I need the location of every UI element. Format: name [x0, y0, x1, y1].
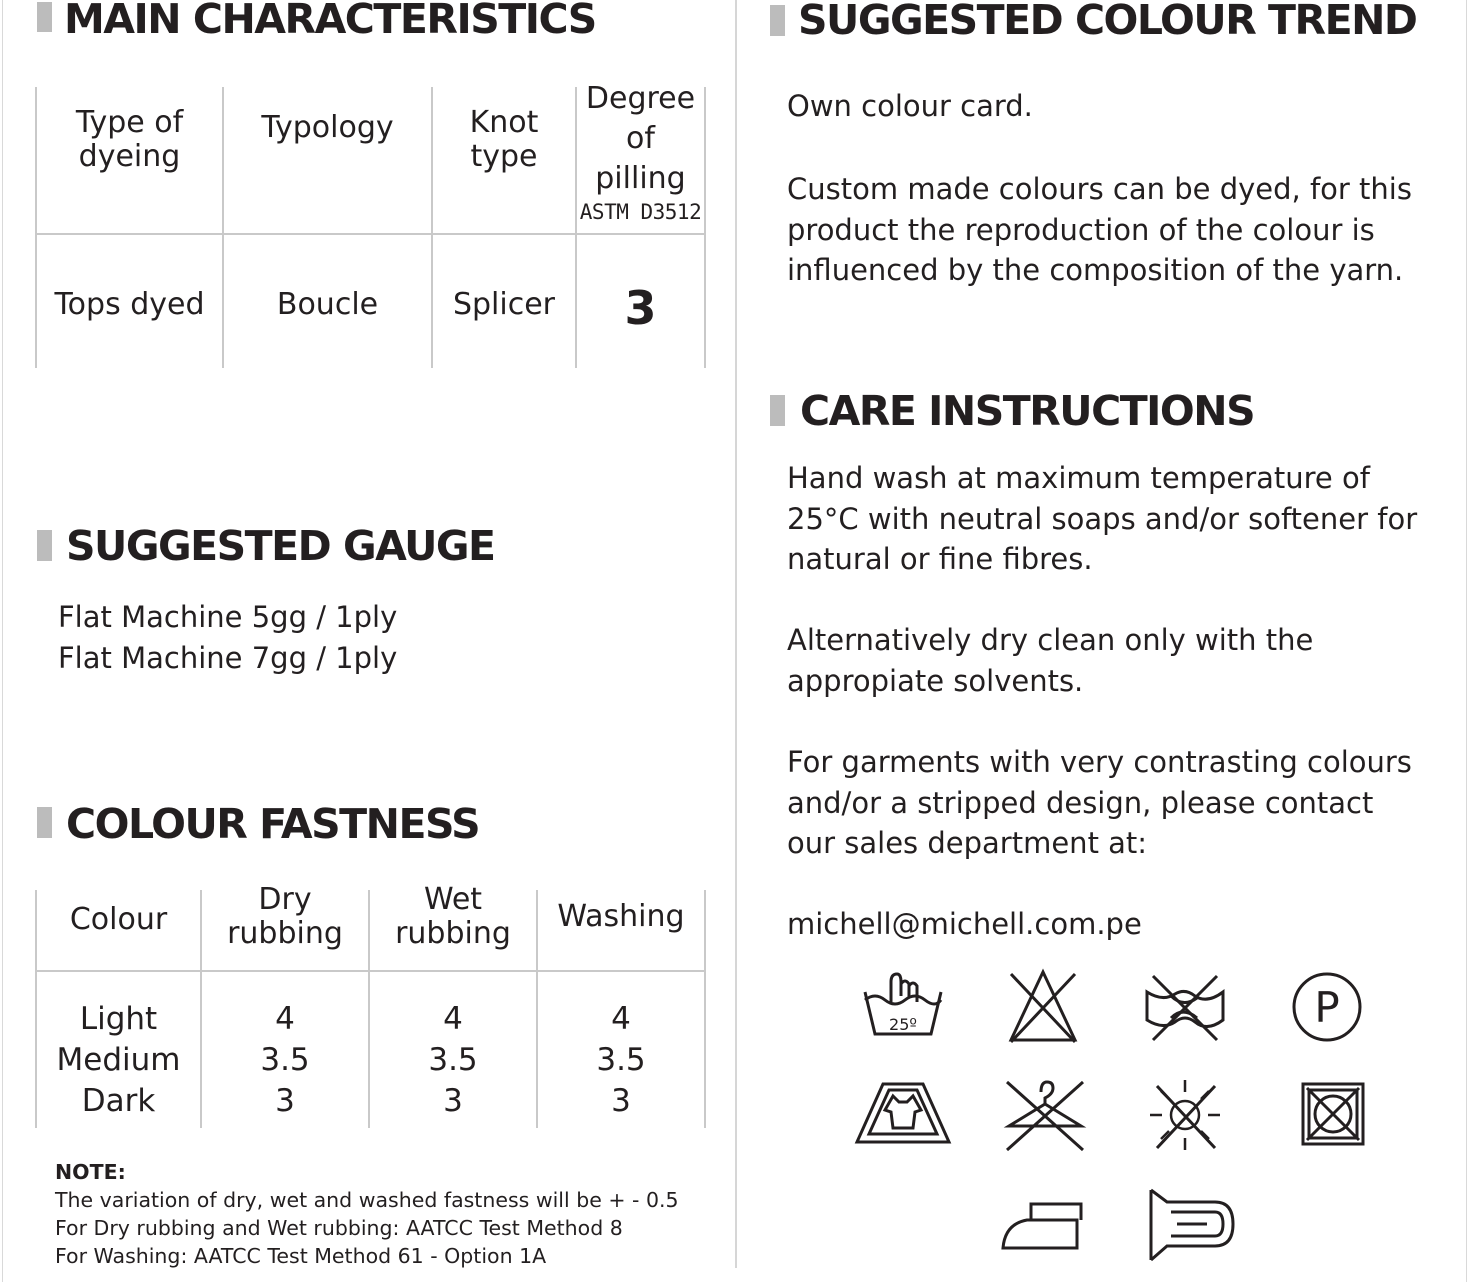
dry-clean-p-icon — [1277, 962, 1377, 1052]
page-border-right — [1466, 0, 1467, 1282]
steam-press-icon — [1137, 1180, 1237, 1270]
suggested-gauge-title: SUGGESTED GAUGE — [66, 522, 495, 570]
hand-wash-icon — [853, 962, 953, 1052]
care-paragraph-2: Alternatively dry clean only with the appropiate solvents. — [787, 623, 1314, 698]
care-paragraph-1: Hand wash at maximum temperature of 25°C with neutral soaps and/or softener for natural or fine fibres. — [787, 461, 1418, 576]
iron-low-icon — [995, 1180, 1095, 1270]
note-label: NOTE: — [55, 1160, 126, 1184]
do-not-dry-in-sun-icon — [1135, 1070, 1235, 1160]
do-not-bleach-icon — [993, 962, 1093, 1052]
section-bar — [770, 5, 785, 36]
main-characteristics-title: MAIN CHARACTERISTICS — [64, 0, 596, 43]
fastness-note — [55, 1158, 679, 1270]
gauge-line: Flat Machine 5gg / 1ply — [58, 600, 398, 634]
note-line: For Dry rubbing and Wet rubbing: AATCC Test Method 8 — [55, 1216, 623, 1240]
gauge-list — [58, 597, 397, 678]
header-dry-rubbing: Dry rubbing — [227, 882, 343, 951]
dry-flat-icon — [853, 1070, 953, 1160]
column-divider — [735, 0, 737, 1268]
note-line: The variation of dry, wet and washed fastness will be + - 0.5 — [55, 1188, 679, 1212]
value-type-of-dyeing: Tops dyed — [54, 287, 205, 322]
page-border-left — [2, 0, 3, 1282]
header-colour: Colour — [69, 902, 168, 937]
colour-fastness-title: COLOUR FASTNESS — [66, 800, 480, 848]
value-knot-type: Splicer — [452, 287, 556, 322]
header-typology: Typology — [261, 109, 394, 145]
do-not-wring-icon — [1135, 962, 1235, 1052]
note-line: For Washing: AATCC Test Method 61 - Option 1A — [55, 1244, 547, 1268]
svg-text:25º: 25º — [889, 1015, 917, 1034]
sales-email-link[interactable]: michell@michell.com.pe — [787, 907, 1142, 941]
colour-column: Light Medium Dark — [56, 1000, 181, 1119]
washing-column: 4 3.5 3 — [596, 1000, 646, 1119]
care-instructions-title: CARE INSTRUCTIONS — [800, 387, 1255, 435]
colour-trend-paragraph-1: Own colour card. — [787, 89, 1033, 123]
header-wet-rubbing: Wet rubbing — [395, 882, 511, 951]
colour-trend-paragraph-2: Custom made colours can be dyed, for this product the reproduction of the colour is influenced by the composition of the yarn. — [787, 172, 1412, 287]
section-bar — [37, 2, 52, 32]
wet-rubbing-column: 4 3.5 3 — [428, 1000, 478, 1119]
header-type-of-dyeing: Type of dyeing — [75, 105, 184, 174]
value-typology: Boucle — [276, 287, 379, 322]
section-bar — [37, 807, 52, 838]
care-paragraph-3: For garments with very contrasting colours and/or a stripped design, please contact our sales department at: — [787, 745, 1412, 860]
dry-rubbing-column: 4 3.5 3 — [260, 1000, 310, 1119]
header-washing: Washing — [557, 899, 685, 934]
section-bar — [770, 395, 785, 426]
value-degree-of-pilling: 3 — [624, 280, 657, 335]
svg-text:P: P — [1314, 983, 1340, 1032]
header-degree-of-pilling: Degree of pilling ASTM D3512 — [579, 81, 702, 224]
section-bar — [37, 530, 52, 561]
gauge-line: Flat Machine 7gg / 1ply — [58, 640, 398, 675]
do-not-tumble-dry-icon — [1283, 1070, 1383, 1160]
suggested-colour-trend-title: SUGGESTED COLOUR TREND — [798, 0, 1417, 44]
do-not-hang-dry-icon — [995, 1070, 1095, 1160]
header-knot-type: Knot type — [469, 105, 539, 174]
pilling-standard: ASTM D3512 — [579, 200, 702, 224]
